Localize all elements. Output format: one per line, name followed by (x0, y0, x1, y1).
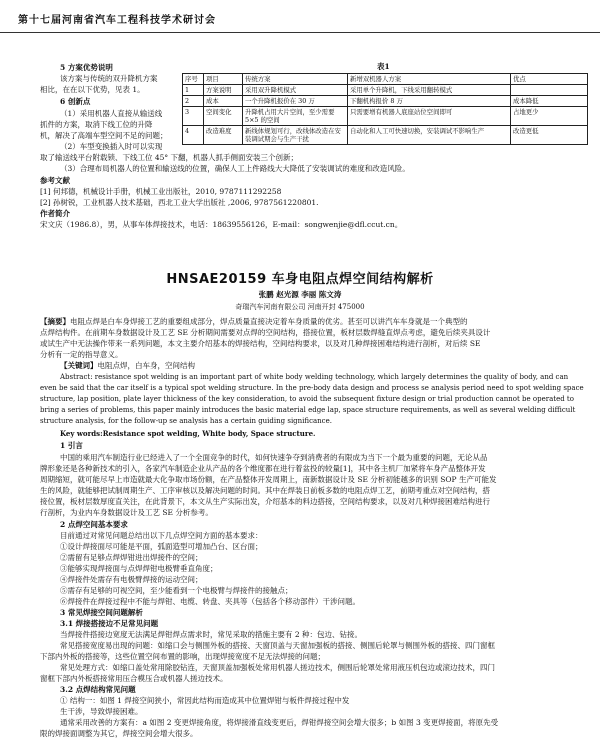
s2-item: ②需留有足够点焊焊钳进出焊接件的空间； (60, 553, 203, 562)
table-cell: 改造更低 (511, 126, 588, 145)
table-cell: 2 (183, 96, 204, 107)
intro-line: 牌形象还是各种新技术的引入，各家汽车制造企业从产品的各个维度都在进行着盆投的较量[1]，其中各主机厂加紧将车身产品整体开发 (40, 464, 486, 473)
intro-line: 生的风险，就能够把试制周期生产、工序审核以及解决问题的时间。其中在焊装日前板多数的电阻点焊工艺，前期考重点对空间结构，搭 (40, 486, 490, 495)
s32-line: ① 结构一：如图 1 焊接空间狭小，常因此结构而造成其中位置焊钳与板件焊接过程中发 (60, 696, 350, 705)
s2-heading: 2 点焊空间基本要求 (60, 520, 128, 529)
section6-line: （3）合理布局机器人的位置和输送线的位置，确保人工上件路线大大降低了安装调试的难度和改造风险。 (60, 164, 410, 173)
table-header-row (183, 74, 588, 85)
page-header (0, 0, 600, 33)
s2-item: ①设计焊接面尽可能是平面，弧面造型可增加凸台、区台面； (60, 542, 263, 551)
table-row (183, 107, 588, 126)
s2-item: ④焊接件处需存有电极臂焊接的运动空间； (60, 575, 203, 584)
table-cell: 改造难度 (204, 126, 243, 145)
abstract-cn-label: 【摘要】 (40, 317, 70, 326)
s32-line: 通常采用改善的方案有：a 如图 2 变更焊接角度，将焊接滑直线变更后，焊钳焊接空间会增大很多；b 如图 3 变更焊接面，将原先受 (60, 718, 499, 727)
s31-line: 当焊接件搭接边宽度无法满足焊钳焊点需求时，常见采取的措施主要有 2 种：包边、钻接。 (60, 630, 363, 639)
keywords-cn-text: 电阻点焊，白车身，空间结构 (97, 361, 195, 370)
references-heading: 参考文献 (40, 176, 70, 185)
table-cell: 采用双升降机模式 (243, 85, 348, 96)
table-cell: 3 (183, 107, 204, 126)
s3-heading: 3 常见焊接空间问题解析 (60, 608, 143, 617)
s2-item: ⑥焊接件在焊接过程中不能与焊钳、电缆、转盘、夹具等（包括各个移动部件）干涉问题。 (60, 597, 360, 606)
table-cell: 成本 (204, 96, 243, 107)
abstract-en-line: bring a series of problems, this paper mainly introduces the basic material edge lap, space structure requirements, as well as several welding difficult (40, 406, 576, 414)
table-cell: 自动化和人工可快速切换，安装调试不影响生产 (348, 126, 511, 145)
intro-line: 周期缩短，就可能尽早上市造就最大化争取市场份额，在产品整体开发周期上，南新数据设计及 SE 分析初能越多的识别 SOP 生产可能发 (40, 475, 497, 484)
keywords-cn-label: 【关键词】 (60, 361, 98, 370)
table-row (183, 126, 588, 145)
intro-line: 行剖析，为业内车身数据设计及工艺 SE 分析参考。 (40, 508, 213, 517)
intro-heading: 1 引言 (60, 441, 83, 450)
table-header-cell: 序号 (183, 74, 204, 85)
abstract-cn-line: 或试生产中无法操作带来一系列问题，本文主要介绍基本的焊接结构，空间结构要求，以及对几种焊接困难结构进行剖析，对后续 SE (40, 339, 481, 348)
s31-line: 常见搭接宽度易出现的问题：如缩口会与侧围外板的搭接、天窗顶盖与天窗加强板的搭接、侧围后轮罩与侧围外板的搭接、四门窗框 (60, 641, 495, 650)
s32-line: 限的焊接面调整为其它，焊接空间会增大很多。 (40, 729, 198, 738)
abstract-cn-line: 分析有一定的指导意义。 (40, 350, 123, 359)
table-cell: 升降机占用大片空间，至少需要 5×5 的空间 (243, 107, 348, 126)
table-cell: 1 (183, 85, 204, 96)
keywords-en: Key words:Resistance spot welding, White body, Space structure. (60, 429, 316, 438)
keywords-cn-line (60, 360, 195, 371)
table-header-cell: 优点 (511, 74, 588, 85)
journal-title: 第十七届河南省汽车工程科技学术研讨会 (18, 15, 216, 26)
section6-line: 取了输送线平台附载锁、下线工位 45° 下翻，机器人抓手侧面安装三个创新； (40, 153, 299, 162)
s2-item: ⑤需存有足够的可视空间，至少能看到一个电极臂与焊接件的接触点； (60, 586, 293, 595)
table-row (183, 85, 588, 96)
s31-line: 常见处理方式：如缩口盖处常用除胶钻连，天窗顶盖加强板处常用机器人搓边技术，侧围后轮罩处常用液压机包边或滚边技术，四门 (60, 663, 495, 672)
s31-line: 下部内外板的搭接等，这些位置空间布置的影响，出现焊接宽度不足无法焊接的问题； (40, 652, 325, 661)
table-cell: 一个升降机报价在 30 万 (243, 96, 348, 107)
section5-line: 该方案与传统的双升降机方案 (60, 74, 158, 83)
comparison-table (182, 73, 588, 145)
section6-heading: 6 创新点 (60, 97, 91, 106)
table-cell: 采用单个升降机，下线采用翻转模式 (348, 85, 511, 96)
abstract-en-line: even be said that the car itself is a typical spot welding structure. In the pre-body data design and process se analysis period need to spot welding space (40, 384, 584, 392)
section5-line: 相比，在在以下优势，见表 1。 (40, 85, 145, 94)
paper-authors: 张鹏 赵光源 李丽 陈文涛 (258, 290, 342, 299)
abstract-cn-line: 点焊结构件。在前期车身数据设计及工艺 SE 分析期间需要对点焊的空间结构，搭接位置，板材层数焊缝直焊点考虑，避免后续夹具设计 (40, 328, 491, 337)
intro-line: 接位置，板材层数厚度直关注，在此背景下，本文从生产实际出发，介绍基本的料边搭接，空间结构要求，以及对几种焊接困难结构进行 (40, 497, 490, 506)
s2-intro: 目前通过对常见问题总结出以下几点焊空间方面的基本要求： (60, 531, 263, 540)
reference-item: [1] 何邦德，机械设计手册，机械工业出版社，2010, 9787111292258 (40, 187, 282, 196)
abstract-cn-text: 电阻点焊是白车身焊接工艺的重要组成部分，焊点质量直接决定着车身质量的优劣。甚至可以讲汽车车身就是一个典型的 (70, 317, 468, 326)
s2-item: ③能够实现焊接面与点焊焊钳电极臂垂直角度； (60, 564, 218, 573)
table-cell: 新线体规划可行，改线体改造在安装调试期会与生产干扰 (243, 126, 348, 145)
abstract-en-line: structure analysis, for the follow-up se analysis has a certain guiding significance. (40, 417, 332, 425)
table-cell: 只需要增有机器人底座站位空间即可 (348, 107, 511, 126)
table-header-cell: 传统方案 (243, 74, 348, 85)
section6-line: 机，解决了高端车型空间不足的问题； (40, 131, 168, 140)
section6-line: （1）采用机器人直接从输送线 (60, 109, 163, 118)
paper-title: HNSAE20159 车身电阻点焊空间结构解析 (166, 272, 434, 287)
author-info-text: 宋文庆（1986.8），男，从事车体焊接技术，电话：18639556126，E-mail：songwenjie@dfl.ccut.cn。 (40, 220, 403, 229)
section6-line: （2）车型变换插入时可以实现 (60, 142, 163, 151)
table-row (183, 96, 588, 107)
s31-line: 窗框下部内外板搭接常用压合模压合或机器人搓边技术。 (40, 674, 228, 683)
table-cell: 空间变化 (204, 107, 243, 126)
reference-item: [2] 孙树锐，工业机器人技术基础，西北工业大学出版社 ,2006, 9787561220801. (40, 198, 319, 207)
table-cell: 成本降低 (511, 96, 588, 107)
table-cell: 下翻机构报价 8 万 (348, 96, 511, 107)
abstract-en-line: structure, lap position, plate layer thickness of the key consideration, to avoid the subsequent fixture design or trial production cannot be operated to (40, 395, 574, 403)
section5-heading: 5 方案优势说明 (60, 63, 113, 72)
paper-affiliation: 奇瑞汽车河南有限公司 河南开封 475000 (235, 303, 365, 311)
abstract-en-line: Abstract: resistance spot welding is an important part of white body welding technology, which largely determines the quality of body, and can (60, 373, 569, 381)
author-info-heading: 作者简介 (40, 209, 70, 218)
s31-heading: 3.1 焊接搭接边不足常见问题 (60, 619, 159, 628)
s32-line: 生干涉，导致焊接困难。 (60, 707, 143, 716)
table-cell (511, 85, 588, 96)
table-header-cell: 项目 (204, 74, 243, 85)
intro-line: 中国的乘用汽车制造行业已经进入了一个全面竞争的时代，如何快速争夺到消费者的有限成为当下一个最为重要的问题，无论从品 (60, 453, 488, 462)
s32-heading: 3.2 点焊结构常见问题 (60, 685, 136, 694)
section6-line: 抓件的方案，取消下线工位的升降 (40, 120, 153, 129)
table-cell: 方案说明 (204, 85, 243, 96)
table-caption: 表1 (377, 62, 390, 71)
table-header-cell: 新增双机器人方案 (348, 74, 511, 85)
table-cell: 占地更少 (511, 107, 588, 126)
table-cell: 4 (183, 126, 204, 145)
abstract-cn-line (40, 316, 468, 327)
